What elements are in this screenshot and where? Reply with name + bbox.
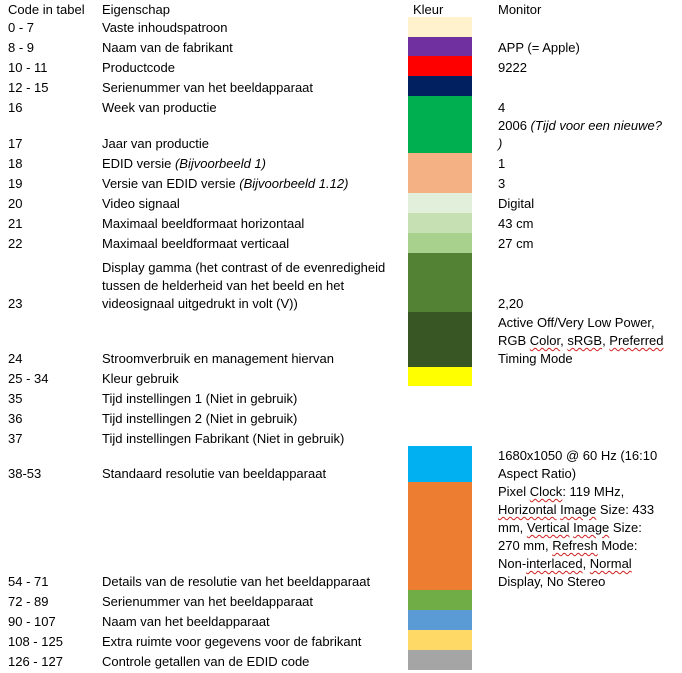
prop-25-34: Kleur gebruik	[102, 371, 179, 386]
code-54-71: 54 - 71	[8, 574, 49, 589]
mon-54-71-line5: Non-interlaced, Normal	[498, 556, 632, 571]
mon-10-11: 9222	[498, 60, 527, 75]
mon-20: Digital	[498, 196, 535, 211]
mon-8-9: APP (= Apple)	[498, 40, 580, 55]
mon-54-71-line1: Pixel Clock: 119 MHz,	[498, 484, 625, 499]
prop-24: Stroomverbruik en management hiervan	[102, 351, 334, 366]
prop-18: EDID versie (Bijvoorbeeld 1)	[102, 156, 267, 171]
swatch-22	[408, 233, 472, 253]
mon-54-71-line3: mm, Vertical Image Size:	[498, 520, 642, 535]
code-90-107: 90 - 107	[8, 614, 56, 629]
mon-17-line1: 2006 (Tijd voor een nieuwe?	[498, 118, 662, 133]
swatch-0-7	[408, 17, 472, 37]
prop-21: Maximaal beeldformaat horizontaal	[102, 216, 305, 231]
swatch-20	[408, 193, 472, 213]
prop-20: Video signaal	[102, 196, 180, 211]
swatch-8-9	[408, 37, 472, 56]
prop-38-53: Standaard resolutie van beeldapparaat	[102, 466, 327, 481]
prop-16: Week van productie	[102, 100, 217, 115]
prop-37: Tijd instellingen Fabrikant (Niet in gebruik)	[102, 431, 345, 446]
code-8-9: 8 - 9	[8, 40, 35, 55]
code-22: 22	[8, 236, 23, 251]
code-23: 23	[8, 296, 23, 311]
prop-90-107: Naam van het beeldapparaat	[102, 614, 270, 629]
swatch-18-19	[408, 153, 472, 193]
code-19: 19	[8, 176, 23, 191]
mon-24-line2: RGB Color, sRGB, Preferred	[498, 333, 664, 348]
code-12-15: 12 - 15	[8, 80, 49, 95]
prop-23-line2: tussen de helderheid van het beeld en het	[102, 278, 345, 293]
code-108-125: 108 - 125	[8, 634, 63, 649]
code-21: 21	[8, 216, 23, 231]
code-38-53: 38-53	[8, 466, 42, 481]
swatch-21	[408, 213, 472, 233]
swatch-108-125	[408, 630, 472, 650]
code-25-34: 25 - 34	[8, 371, 49, 386]
prop-12-15: Serienummer van het beeldapparaat	[102, 80, 314, 95]
prop-10-11: Productcode	[102, 60, 175, 75]
swatch-54-71	[408, 482, 472, 590]
code-126-127: 126 - 127	[8, 654, 63, 669]
header-property: Eigenschap	[102, 2, 170, 17]
swatch-24	[408, 312, 472, 367]
header-code: Code in tabel	[8, 2, 85, 17]
prop-54-71: Details van de resolutie van het beeldapparaat	[102, 574, 371, 589]
mon-21: 43 cm	[498, 216, 534, 231]
mon-16: 4	[498, 100, 506, 115]
prop-35: Tijd instellingen 1 (Niet in gebruik)	[102, 391, 298, 406]
swatch-90-107	[408, 610, 472, 630]
prop-23-line3: videosignaal uitgedrukt in volt (V))	[102, 296, 298, 311]
code-36: 36	[8, 411, 23, 426]
code-10-11: 10 - 11	[8, 60, 48, 75]
mon-38-53-line2: Aspect Ratio)	[498, 466, 577, 481]
prop-8-9: Naam van de fabrikant	[102, 40, 233, 55]
swatch-72-89	[408, 590, 472, 610]
swatch-38-53	[408, 446, 472, 482]
code-35: 35	[8, 391, 23, 406]
header-monitor: Monitor	[498, 2, 542, 17]
code-72-89: 72 - 89	[8, 594, 49, 609]
prop-126-127: Controle getallen van de EDID code	[102, 654, 310, 669]
mon-54-71-line6: Display, No Stereo	[498, 574, 606, 589]
mon-54-71-line4: 270 mm, Refresh Mode:	[498, 538, 638, 553]
prop-23-line1: Display gamma (het contrast of de evenredigheid	[102, 260, 386, 275]
prop-108-125: Extra ruimte voor gegevens voor de fabrikant	[102, 634, 362, 649]
mon-54-71-line2: Horizontal Image Size: 433	[498, 502, 655, 517]
code-16: 16	[8, 100, 23, 115]
mon-22: 27 cm	[498, 236, 534, 251]
prop-0-7: Vaste inhoudspatroon	[102, 20, 228, 35]
prop-72-89: Serienummer van het beeldapparaat	[102, 594, 314, 609]
swatch-16-17	[408, 96, 472, 153]
code-37: 37	[8, 431, 23, 446]
swatch-23	[408, 253, 472, 312]
swatch-25-34	[408, 367, 472, 386]
swatch-12-15	[408, 76, 472, 96]
header-color: Kleur	[413, 2, 444, 17]
code-0-7: 0 - 7	[8, 20, 35, 35]
mon-19: 3	[498, 176, 506, 191]
prop-19: Versie van EDID versie (Bijvoorbeeld 1.12)	[102, 176, 349, 191]
swatch-10-11	[408, 56, 472, 76]
swatch-126-127	[408, 650, 472, 670]
mon-17-line2: )	[498, 136, 503, 151]
code-18: 18	[8, 156, 23, 171]
code-24: 24	[8, 351, 23, 366]
mon-23: 2,20	[498, 296, 524, 311]
prop-36: Tijd instellingen 2 (Niet in gebruik)	[102, 411, 298, 426]
mon-18: 1	[498, 156, 506, 171]
mon-24-line3: Timing Mode	[498, 351, 573, 366]
prop-22: Maximaal beeldformaat verticaal	[102, 236, 290, 251]
mon-24-line1: Active Off/Very Low Power,	[498, 315, 655, 330]
prop-17: Jaar van productie	[102, 136, 209, 151]
code-17: 17	[8, 136, 23, 151]
mon-38-53-line1: 1680x1050 @ 60 Hz (16:10	[498, 448, 658, 463]
code-20: 20	[8, 196, 23, 211]
